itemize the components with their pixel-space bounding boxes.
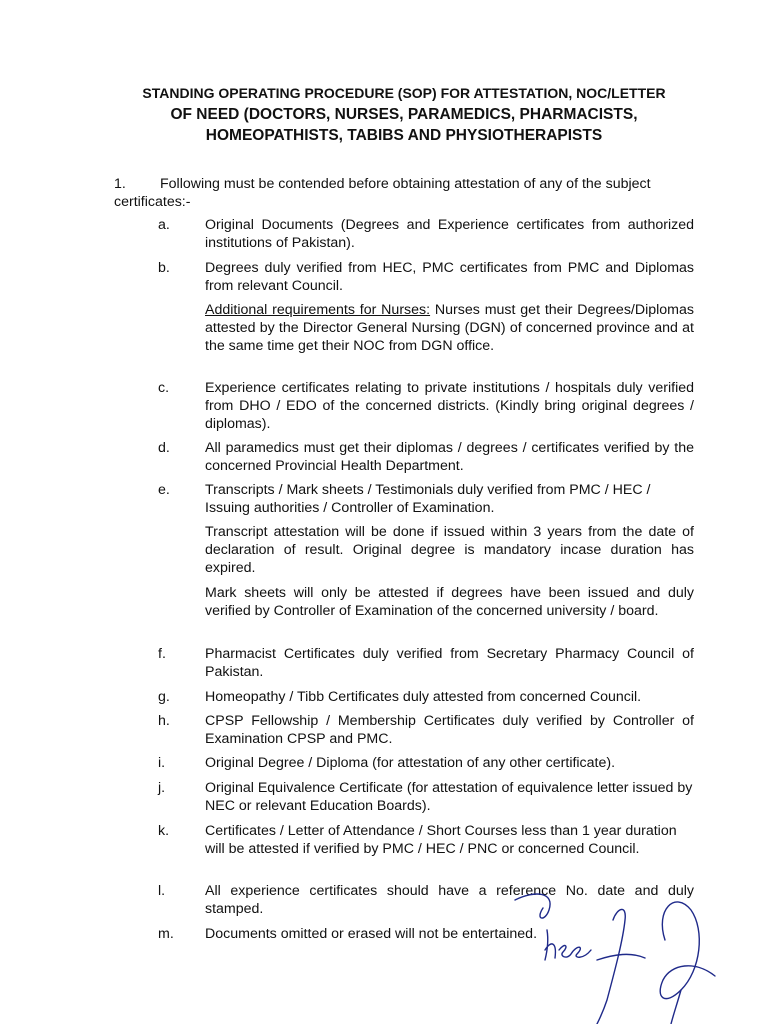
nurses-note-label: Additional requirements for Nurses: <box>205 302 431 318</box>
title-line-1: STANDING OPERATING PROCEDURE (SOP) FOR ATTESTATION, NOC/LETTER <box>142 85 666 101</box>
list-item-text: Documents omitted or erased will not be entertained. <box>205 926 538 942</box>
intro-text: Following must be contended before obtaining attestation of any of the subject certificates:- <box>114 176 651 210</box>
list-item-text: Original Documents (Degrees and Experience certificates from authorized institutions of Pakistan). <box>205 217 694 251</box>
list-item-letter: l. <box>158 883 166 899</box>
list-item-l <box>158 882 694 918</box>
list-item-letter: i. <box>158 755 166 771</box>
list-item-c <box>158 379 694 433</box>
list-item-letter: j. <box>158 780 166 796</box>
list-item-text: Original Degree / Diploma (for attestation of any other certificate). <box>205 755 616 771</box>
list-item-h <box>158 712 694 748</box>
list-item-text: All experience certificates should have a reference No. date and duly stamped. <box>205 883 694 917</box>
list-item-letter: f. <box>158 646 166 662</box>
list-item-m <box>158 925 694 943</box>
list-item-letter: d. <box>158 440 170 456</box>
transcript-note: Transcript attestation will be done if issued within 3 years from the date of declaration of result. Original degree is mandatory incase duration has expired. <box>205 524 694 576</box>
list-item-letter: b. <box>158 260 170 276</box>
list-item-k <box>158 822 694 858</box>
list-item-b <box>158 259 694 295</box>
nurses-requirement-note <box>205 301 694 355</box>
list-item-letter: h. <box>158 713 170 729</box>
marksheet-note: Mark sheets will only be attested if degrees have been issued and duly verified by Controller of Examination of the concerned university / board. <box>205 585 694 619</box>
nurses-note-text: Nurses must get their Degrees/Diplomas attested by the Director General Nursing (DGN) of concerned province and at the same time get their NOC from DGN office. <box>205 302 694 354</box>
list-item-text: Transcripts / Mark sheets / Testimonials duly verified from PMC / HEC / Issuing authorities / Controller of Examination. <box>205 482 651 516</box>
list-item-j <box>158 779 694 815</box>
page-title <box>100 83 708 146</box>
title-line-3: HOMEOPATHISTS, TABIBS AND PHYSIOTHERAPISTS <box>205 127 603 144</box>
list-item-letter: a. <box>158 217 170 233</box>
list-item-text: Homeopathy / Tibb Certificates duly attested from concerned Council. <box>205 689 642 705</box>
list-item-g <box>158 688 694 706</box>
list-item-d <box>158 439 694 475</box>
intro-paragraph <box>114 175 694 211</box>
list-item-letter: e. <box>158 482 170 498</box>
list-item-text: Experience certificates relating to private institutions / hospitals duly verified from DHO / EDO of the concerned districts. (Kindly bring original degrees / diplomas). <box>205 380 694 432</box>
list-item-text: Certificates / Letter of Attendance / Short Courses less than 1 year duration will be attested if verified by PMC / HEC / PNC or concerned Council. <box>205 823 677 857</box>
list-item-letter: m. <box>158 926 174 942</box>
list-item-text: Pharmacist Certificates duly verified from Secretary Pharmacy Council of Pakistan. <box>205 646 694 680</box>
list-item-text: Degrees duly verified from HEC, PMC certificates from PMC and Diplomas from relevant Council. <box>205 260 694 294</box>
list-item-text: Original Equivalence Certificate (for attestation of equivalence letter issued by NEC or relevant Education Boards). <box>205 780 693 814</box>
list-item-text: CPSP Fellowship / Membership Certificates duly verified by Controller of Examination CPSP and PMC. <box>205 713 694 747</box>
list-item-i <box>158 754 694 772</box>
list-item-f <box>158 645 694 681</box>
list-item-letter: g. <box>158 689 170 705</box>
title-line-2: OF NEED (DOCTORS, NURSES, PARAMEDICS, PHARMACISTS, <box>170 106 638 123</box>
list-item-letter: c. <box>158 380 170 396</box>
list-item-letter: k. <box>158 823 170 839</box>
list-item-e <box>158 481 694 517</box>
list-item-a <box>158 216 694 252</box>
list-item-text: All paramedics must get their diplomas / degrees / certificates verified by the concerned Provincial Health Department. <box>205 440 694 474</box>
intro-number: 1. <box>114 176 126 192</box>
